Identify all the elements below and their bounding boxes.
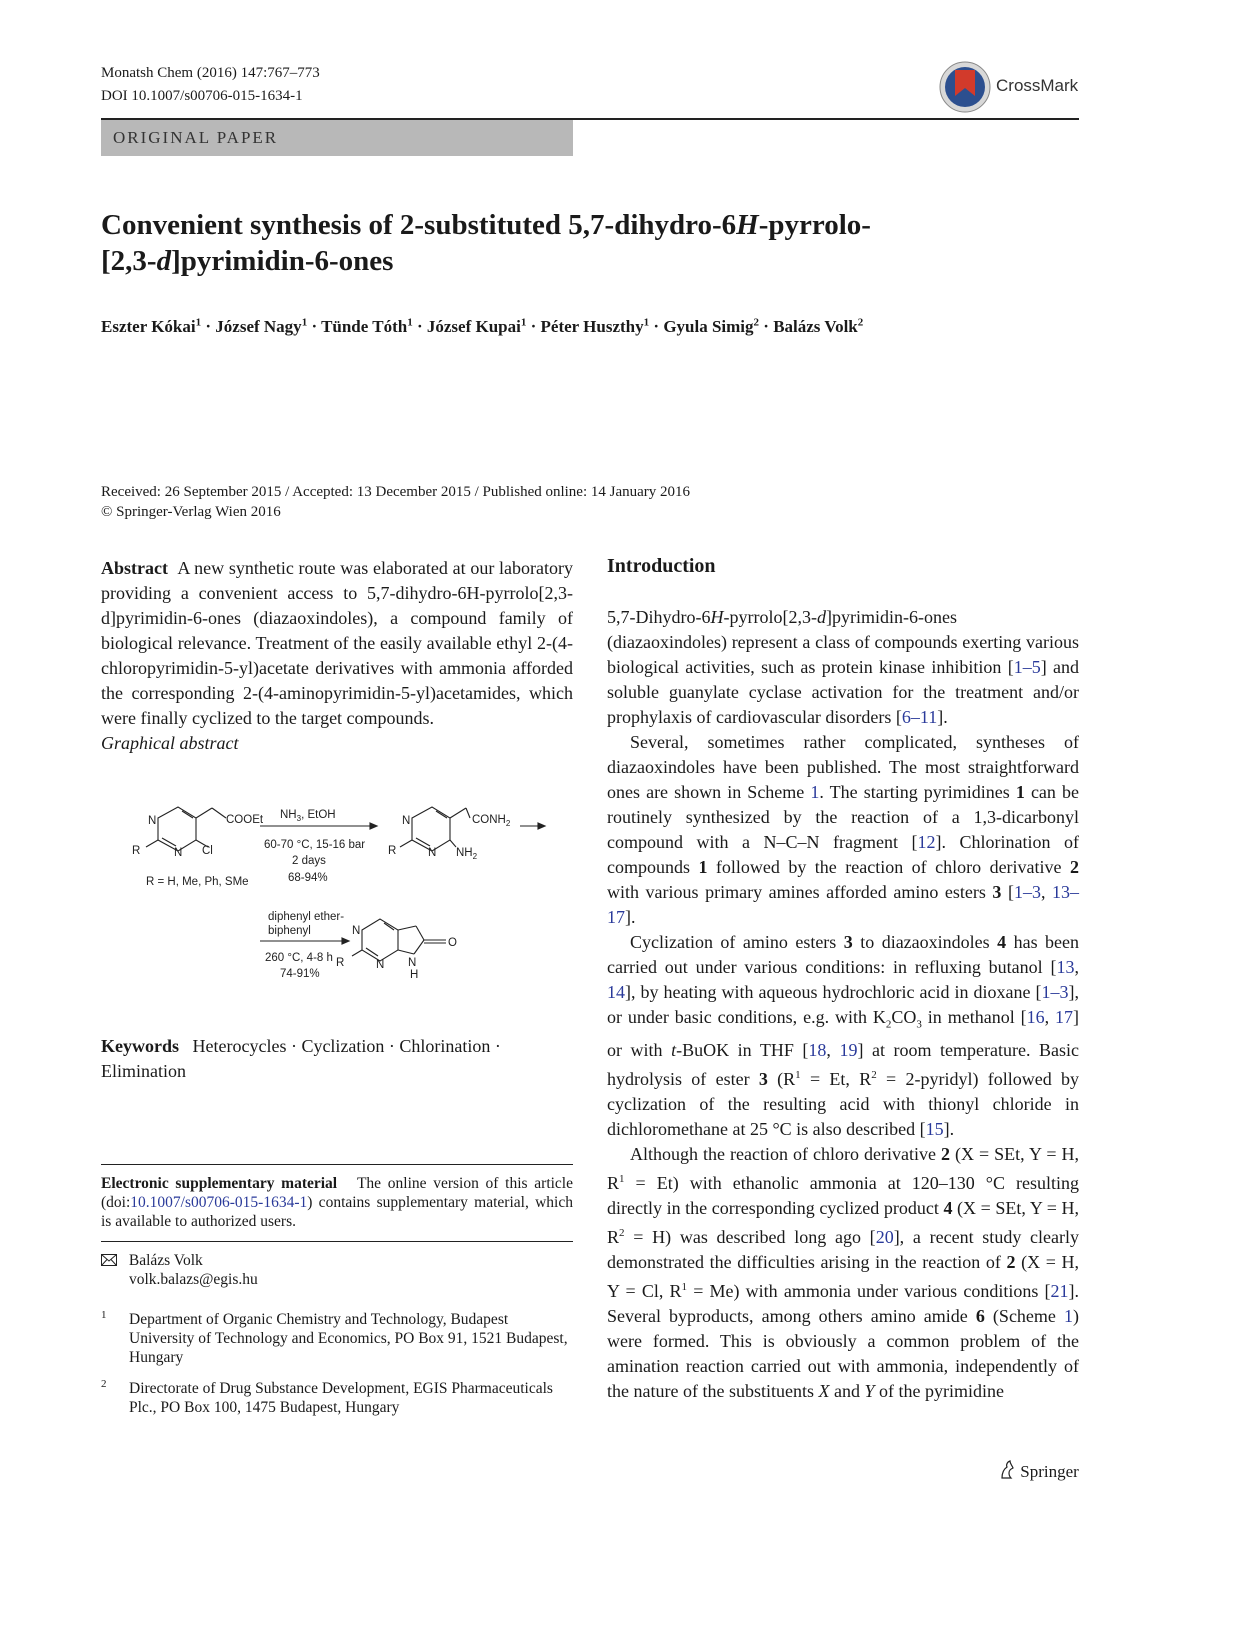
keywords (101, 1034, 573, 1084)
author[interactable]: József Kupai$^1$ (426, 316, 527, 336)
author[interactable]: Tünde Tóth$^1$ (321, 316, 413, 336)
scheme-cooet: COOEt (226, 814, 264, 826)
keywords-label: Keywords (101, 1036, 179, 1056)
scheme-conditions-1: 60-70 °C, 15-16 bar (264, 839, 366, 851)
paper-title (101, 207, 1081, 279)
footnote-rule (101, 1164, 573, 1165)
affiliation-1 (101, 1310, 573, 1367)
affiliation-text: Department of Organic Chemistry and Technology, Budapest University of Technology and Economics, PO Box 91, 1521 Budapest, Hungary (129, 1311, 568, 1366)
title-part: Convenient synthesis of 2-substituted 5,7-dihydro-6 (101, 209, 737, 241)
scheme-conh2: $CONH_2$ (472, 814, 511, 828)
scheme-nh2: $NH_2$ (456, 847, 478, 861)
title-part: [2,3- (101, 245, 157, 277)
author[interactable]: Péter Huszthy$^1$ (540, 316, 650, 336)
title-part: -pyrrolo- (758, 209, 871, 241)
esm-doi-link[interactable]: 10.1007/s00706-015-1634-1 (130, 1194, 308, 1211)
publisher-logo (998, 1460, 1079, 1482)
scheme-n: N (402, 815, 411, 827)
copyright: © Springer-Verlag Wien 2016 (101, 504, 281, 520)
scheme-n: N (148, 815, 157, 827)
scheme-r: R (336, 957, 345, 969)
doi: DOI 10.1007/s00706-015-1634-1 (101, 88, 303, 104)
abstract (101, 556, 573, 756)
publisher-name: Springer (1020, 1462, 1079, 1481)
crossmark-badge[interactable] (938, 60, 1088, 114)
esm-text: ) contains supplementary material, which is available to authorized users. (101, 1194, 573, 1230)
author-list: Eszter Kókai$^1$ · József Nagy$^1$ · Tünde Tóth$^1$ · József Kupai$^1$ · Péter Huszthy$^1$ · Gyula Simig$^2$ · Balázs Volk$^2$ (101, 316, 864, 336)
introduction-heading: Introduction (607, 555, 716, 577)
scheme-conditions-3: 260 °C, 4-8 h (265, 952, 333, 964)
scheme-yield-2: 74-91% (280, 968, 320, 980)
corresponding-email[interactable]: volk.balazs@egis.hu (129, 1271, 258, 1288)
correspondence (101, 1251, 573, 1289)
scheme-solvent-2: biphenyl (268, 925, 311, 937)
esm-label: Electronic supplementary material (101, 1175, 338, 1192)
springer-horse-icon (998, 1460, 1016, 1480)
scheme-yield-1: 68-94% (288, 872, 328, 884)
affiliation-text: Directorate of Drug Substance Development, EGIS Pharmaceuticals Plc., PO Box 100, 1475 Budapest, Hungary (129, 1380, 553, 1416)
author[interactable]: Eszter Kókai$^1$ (101, 316, 202, 336)
affiliation-2 (101, 1379, 573, 1417)
author[interactable]: József Nagy$^1$ (215, 316, 308, 336)
publication-dates: Received: 26 September 2015 / Accepted: 13 December 2015 / Published online: 14 January 2016 (101, 484, 691, 500)
scheme-conditions-2: 2 days (292, 855, 326, 867)
scheme-n: N (376, 959, 385, 971)
envelope-icon (101, 1254, 117, 1266)
journal-citation: Monatsh Chem (2016) 147:767–773 (101, 65, 320, 81)
title-italic: H (736, 209, 759, 241)
title-italic: d (156, 245, 172, 277)
affiliation-number: 1 (101, 1309, 107, 1321)
introduction-body: 5,7-Dihydro-6H-pyrrolo[2,3-d]pyrimidin-6-ones (diazaoxindoles) represent a class of compounds exerting various biological activities, such as protein kinase inhibition [1–5] and soluble guanylate cyclase activation for the treatment and/or prophylaxis of cardiovascular disorders [6–11]. Several, sometimes rather complicated, syntheses of diazaoxindoles have been published. The most straightforward ones are shown in Scheme 1. The starting pyrimidines 1 can be routinely synthesized by the reaction of a 1,3-dicarbonyl compound with a N–C–N fragment [12]. Chlorination of compounds 1 followed by the reaction of chloro derivative 2 with various primary amines afforded amino esters 3 [1–3, 13–17]. Cyclization of amino esters 3 to diazaoxindoles 4 has been carried out under various conditions: in refluxing butanol [13, 14], by heating with aqueous hydrochloric acid in dioxane [1–3], or under basic conditions, e.g. with $K_2CO_3$ in methanol [16, 17] or with t-BuOK in THF [18, 19] at room temperature. Basic hydrolysis of ester 3 ($R^1 = Et$, $R^2$ = 2-pyridyl) followed by cyclization of the resulting acid with thionyl chloride in dichloromethane at 25 °C is also described [15]. Although the reaction of chloro derivative 2 (X = SEt, Y = H, $R^1 = Et$) with ethanolic ammonia at 120–130 °C resulting directly in the corresponding cyclized product 4 (X = SEt, Y = H, $R^2 = H$) was described long ago [20], a recent study clearly demonstrated the difficulties arising in the reaction of 2 (X = H, Y = Cl, $R^1 = Me$) with ammonia under various conditions [21]. Several byproducts, among others amino amide 6 (Scheme 1) were formed. This is obviously a common problem of the amination reaction carried out with ammonia, independently of the nature of the substituents X and Y of the pyrimidine (607, 607, 1080, 1401)
graphical-abstract-label: Graphical abstract (101, 733, 239, 753)
scheme-o: O (448, 937, 457, 949)
scheme-reagent: $NH_3$, EtOH (280, 809, 336, 823)
scheme-n: N (174, 847, 183, 859)
scheme-n: N (408, 957, 417, 969)
author[interactable]: Gyula Simig$^2$ (663, 316, 760, 336)
affiliation-number: 2 (101, 1378, 107, 1390)
corresponding-author: Balázs Volk (128, 1252, 203, 1269)
footnote-rule (101, 1241, 573, 1242)
supplementary-note (101, 1174, 573, 1231)
abstract-text: A new synthetic route was elaborated at our laboratory providing a convenient access to 5,7-dihydro-6H-pyrrolo[2,3-d]pyrimidin-6-ones (diazaoxindoles), a compound family of biological relevance. Treatment of the easily available ethyl 2-(4-chloropyrimidin-5-yl)acetate derivatives with ammonia afforded the corresponding 2-(4-aminopyrimidin-5-yl)acetamides, which were finally cyclized to the target compounds. (101, 558, 573, 728)
title-part: ]pyrimidin-6-ones (171, 245, 394, 277)
author[interactable]: Balázs Volk$^2$ (773, 316, 864, 336)
keywords-list: Heterocycles · Cyclization · Chlorination · Elimination (101, 1036, 501, 1081)
section-label: ORIGINAL PAPER (101, 120, 573, 156)
graphical-abstract-scheme (130, 800, 570, 990)
crossmark-icon (938, 60, 996, 114)
scheme-n: N (428, 847, 437, 859)
scheme-solvent-1: diphenyl ether- (268, 911, 345, 923)
abstract-label: Abstract (101, 558, 168, 578)
scheme-h: H (410, 969, 419, 981)
scheme-n: N (352, 925, 361, 937)
scheme-r: R (388, 845, 397, 857)
scheme-cl: Cl (202, 845, 213, 857)
scheme-r-definition: R = H, Me, Ph, SMe (146, 876, 249, 888)
esm-text: The online version of this article (doi: (101, 1175, 573, 1211)
scheme-r: R (132, 845, 141, 857)
crossmark-label: CrossMark (996, 76, 1079, 95)
